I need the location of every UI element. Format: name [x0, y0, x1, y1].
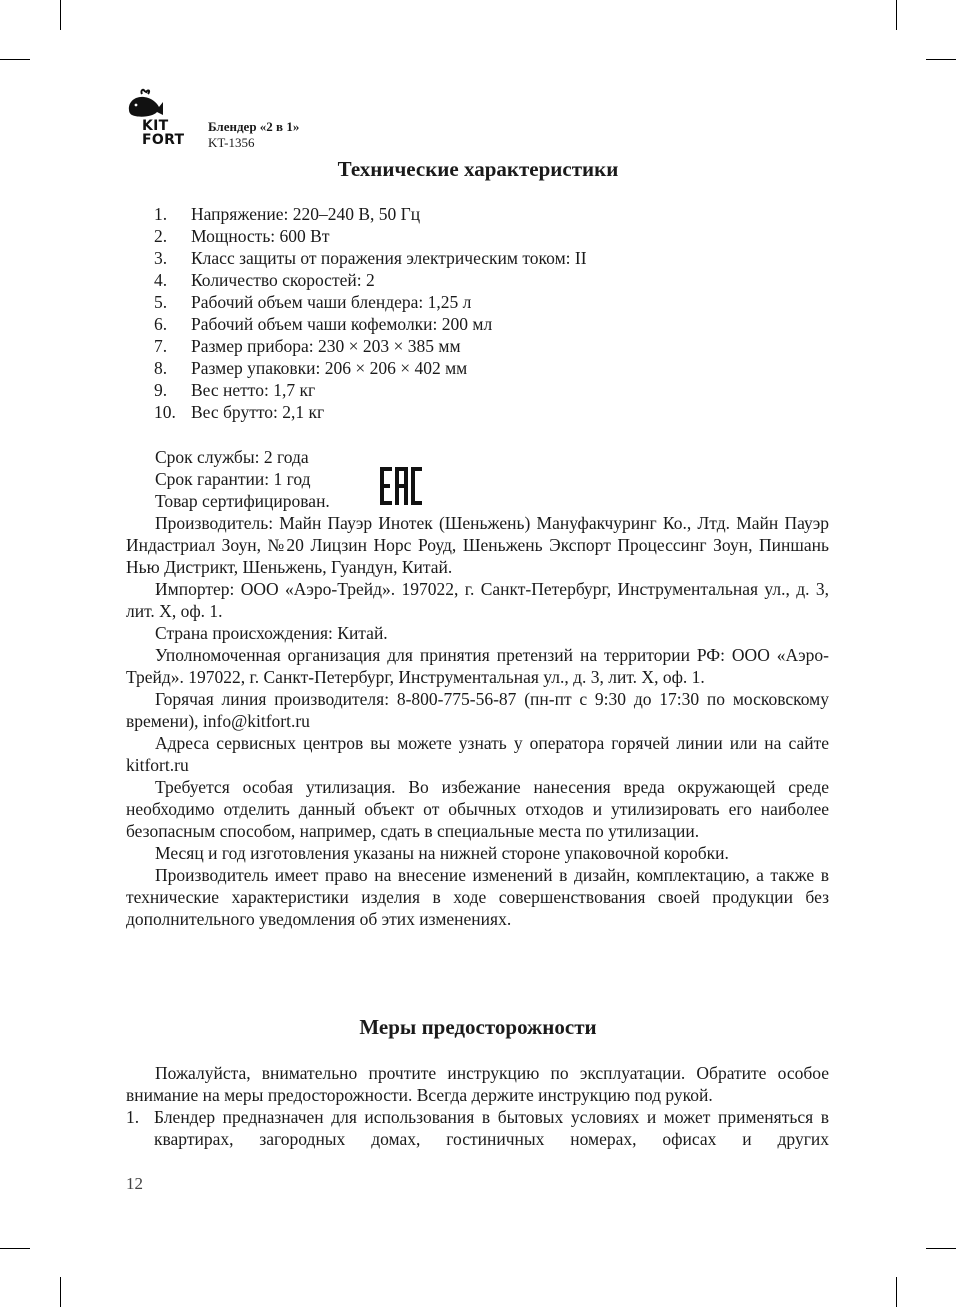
crop-mark — [926, 59, 956, 60]
spec-text: Класс защиты от поражения электрическим током: II — [191, 248, 587, 268]
spec-item — [154, 313, 587, 335]
product-name: Блендер «2 в 1» — [208, 119, 300, 134]
origin-text: Страна происхождения: Китай. — [155, 623, 388, 643]
safety-intro: Пожалуйста, внимательно прочтите инструкцию по эксплуатации. Обратите особое внимание на меры предосторожности. Всегда держите инструкцию под рукой. — [126, 1063, 829, 1105]
hotline-text: Горячая линия производителя: 8-800-775-56-87 (пн-пт с 9:30 до 17:30 по московскому времени), info@kitfort.ru — [126, 689, 829, 731]
spec-item — [154, 401, 587, 423]
crop-mark — [896, 1277, 897, 1307]
spec-text: Мощность: 600 Вт — [191, 226, 330, 246]
spec-item — [154, 247, 587, 269]
safety-title: Меры предосторожности — [359, 1015, 597, 1039]
spec-list — [154, 203, 587, 423]
crop-mark — [60, 0, 61, 30]
spec-item — [154, 225, 587, 247]
safety-number: 1. — [126, 1107, 140, 1127]
brand-line1: KIT — [142, 118, 169, 134]
spec-text: Количество скоростей: 2 — [191, 270, 375, 290]
spec-text: Размер упаковки: 206 × 206 × 402 мм — [191, 358, 468, 378]
tech-title: Технические характеристики — [337, 157, 619, 181]
spec-number: 6. — [154, 314, 168, 334]
kitfort-logo — [126, 88, 192, 152]
spec-item — [154, 291, 587, 313]
spec-text: Напряжение: 220–240 В, 50 Гц — [191, 204, 421, 224]
crop-mark — [896, 0, 897, 30]
spec-number: 3. — [154, 248, 168, 268]
crop-mark — [0, 1248, 30, 1249]
spec-text: Размер прибора: 230 × 203 × 385 мм — [191, 336, 461, 356]
page-header — [126, 88, 426, 152]
spec-number: 5. — [154, 292, 168, 312]
spec-number: 7. — [154, 336, 168, 356]
spec-item — [154, 269, 587, 291]
safety-intro-block — [126, 1062, 829, 1106]
spec-item — [154, 379, 587, 401]
importer-text: Импортер: ООО «Аэро-Трейд». 197022, г. Санкт-Петербург, Инструментальная ул., д. 3, лит. Х, оф. 1. — [126, 579, 829, 621]
crop-mark — [60, 1277, 61, 1307]
brand-line2: FORT — [142, 132, 185, 148]
certified-note: Товар сертифицирован. — [155, 491, 330, 511]
warranty-block — [126, 446, 829, 512]
spec-item — [154, 203, 587, 225]
crop-mark — [0, 59, 30, 60]
changes-text: Производитель имеет право на внесение изменений в дизайн, комплектацию, а также в технические характеристики изделия в ходе совершенствования своей продукции без дополнительного уведомления об этих изменениях. — [126, 865, 829, 929]
spec-number: 2. — [154, 226, 168, 246]
manufacture-date-text: Месяц и год изготовления указаны на нижней стороне упаковочной коробки. — [155, 843, 729, 863]
model-number: KT-1356 — [208, 135, 255, 150]
spec-text: Вес нетто: 1,7 кг — [191, 380, 316, 400]
spec-number: 8. — [154, 358, 168, 378]
disposal-text: Требуется особая утилизация. Во избежание нанесения вреда окружающей среде необходимо отделить данный объект от обычных отходов и утилизировать его наиболее безопасным способом, например, сдать в специальные места по утилизации. — [126, 777, 829, 841]
warranty-period: Срок гарантии: 1 год — [155, 469, 311, 489]
info-block — [126, 512, 829, 930]
spec-number: 9. — [154, 380, 168, 400]
spec-text: Рабочий объем чаши блендера: 1,25 л — [191, 292, 472, 312]
safety-item — [126, 1106, 829, 1150]
eac-mark-icon — [380, 467, 422, 505]
crop-mark — [926, 1248, 956, 1249]
whale-icon — [126, 88, 166, 118]
page-number: 12 — [126, 1174, 143, 1193]
safety-list — [126, 1106, 829, 1150]
spec-text: Рабочий объем чаши кофемолки: 200 мл — [191, 314, 493, 334]
spec-text: Вес брутто: 2,1 кг — [191, 402, 325, 422]
safety-text: Блендер предназначен для использования в бытовых условиях и может применяться в квартирах, загородных домах, гостиничных номерах, офисах и других — [154, 1107, 829, 1149]
spec-item — [154, 335, 587, 357]
spec-number: 1. — [154, 204, 168, 224]
service-centers-text: Адреса сервисных центров вы можете узнать у оператора горячей линии или на сайте kitfort.ru — [126, 733, 829, 775]
service-life: Срок службы: 2 года — [155, 447, 309, 467]
authorized-text: Уполномоченная организация для принятия претензий на территории РФ: ООО «Аэро-Трейд». 197022, г. Санкт-Петербург, Инструментальная ул., д. 3, лит. Х, оф. 1. — [126, 645, 829, 687]
spec-number: 10. — [154, 402, 176, 422]
spec-item — [154, 357, 587, 379]
manufacturer-text: Производитель: Майн Пауэр Инотек (Шеньжень) Мануфакчуринг Ко., Лтд. Майн Пауэр Индастриал Зоун, №20 Лицзин Норс Роуд, Шеньжень Экспорт Процессинг Зоун, Пиншань Нью Дистрикт, Шеньжень, Гуандун, Китай. — [126, 513, 829, 577]
spec-number: 4. — [154, 270, 168, 290]
